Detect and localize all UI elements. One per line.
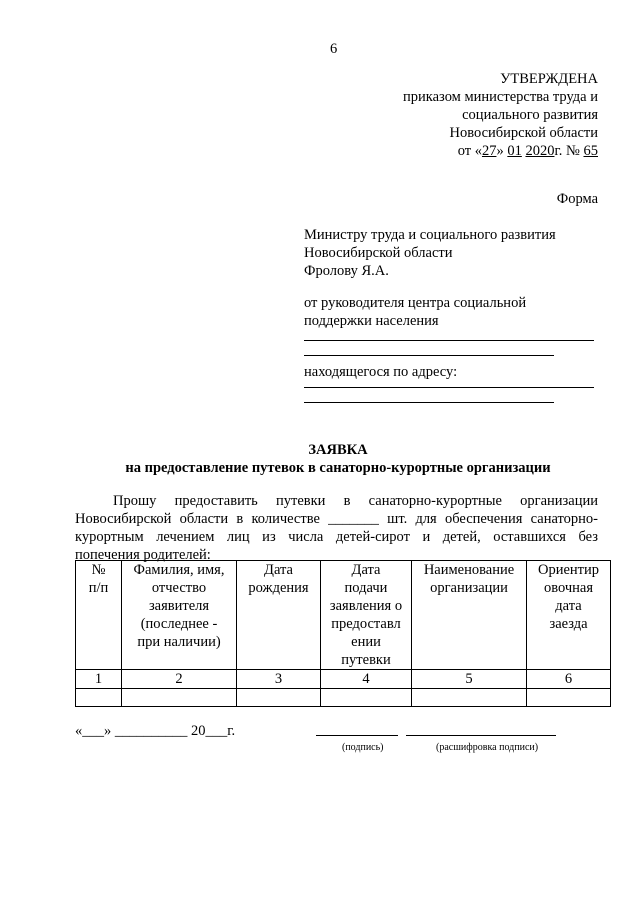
approval-line-1: приказом министерства труда и xyxy=(403,89,598,105)
from-line-2: поддержки населения xyxy=(304,313,439,329)
number-cell-5: 5 xyxy=(412,670,527,689)
address-label: находящегося по адресу: xyxy=(304,364,458,380)
approval-number: 65 xyxy=(583,143,598,159)
form-label: Форма xyxy=(556,191,598,207)
decoding-line[interactable] xyxy=(406,735,556,736)
empty-cell[interactable] xyxy=(321,689,412,707)
body-line-4: попечения родителей: xyxy=(75,547,211,563)
request-table xyxy=(75,560,611,707)
addressee-line-1: Министру труда и социального развития xyxy=(304,227,556,243)
body-line-2: Новосибирской области в количестве _______ шт. для обеспечения санаторно- xyxy=(75,511,598,527)
doc-title: ЗАЯВКА xyxy=(308,442,368,458)
from-block xyxy=(304,294,604,330)
number-cell-1: 1 xyxy=(76,670,122,689)
approval-line-2: социального развития xyxy=(462,107,598,123)
approval-year: 2020 xyxy=(525,143,555,159)
body-paragraph xyxy=(75,492,598,564)
empty-cell[interactable] xyxy=(527,689,611,707)
doc-subtitle: на предоставление путевок в санаторно-курортные организации xyxy=(125,460,551,476)
header-cell-number: № п/п xyxy=(76,561,122,670)
header-cell-birthdate: Дата рождения xyxy=(237,561,321,670)
addressee-line-3: Фролову Я.А. xyxy=(304,263,389,279)
number-cell-2: 2 xyxy=(122,670,237,689)
header-cell-organization: Наименование организации xyxy=(412,561,527,670)
blank-line-1[interactable] xyxy=(304,340,594,341)
page-number: 6 xyxy=(330,41,338,57)
addressee-line-2: Новосибирской области xyxy=(304,245,453,261)
approval-day: 27 xyxy=(481,143,497,159)
empty-cell[interactable] xyxy=(412,689,527,707)
approval-title: УТВЕРЖДЕНА xyxy=(500,71,598,87)
header-cell-submission-date: Дата подачи заявления о предоставл ении путевки xyxy=(321,561,412,670)
decoding-label: (расшифровка подписи) xyxy=(436,742,539,753)
number-cell-4: 4 xyxy=(321,670,412,689)
blank-line-2[interactable] xyxy=(304,355,554,356)
empty-cell[interactable] xyxy=(122,689,237,707)
number-cell-3: 3 xyxy=(237,670,321,689)
header-cell-arrival-date: Ориентир овочная дата заезда xyxy=(527,561,611,670)
addressee-block xyxy=(304,226,604,280)
number-cell-6: 6 xyxy=(527,670,611,689)
signature-label: (подпись) xyxy=(342,742,384,753)
header-cell-name: Фамилия, имя, отчество заявителя (последнее - при наличии) xyxy=(122,561,237,670)
approval-order-line: от «27» 01 2020г. № 65 xyxy=(457,143,598,159)
address-line-2[interactable] xyxy=(304,402,554,403)
body-line-3: курортным лечением лиц из числа детей-сирот и детей, оставшихся без xyxy=(75,529,598,545)
table-empty-row xyxy=(76,689,611,707)
empty-cell[interactable] xyxy=(237,689,321,707)
table-header-row xyxy=(76,561,611,670)
empty-cell[interactable] xyxy=(76,689,122,707)
body-line-1: Прошу предоставить путевки в санаторно-курортные организации xyxy=(113,493,598,509)
date-line[interactable]: «___» __________ 20___г. xyxy=(75,723,236,739)
approval-line-3: Новосибирской области xyxy=(449,125,598,141)
approval-block xyxy=(298,70,598,160)
address-line-1[interactable] xyxy=(304,387,594,388)
from-line-1: от руководителя центра социальной xyxy=(304,295,527,311)
table-number-row xyxy=(76,670,611,689)
approval-month: 01 xyxy=(507,143,522,159)
signature-line[interactable] xyxy=(316,735,398,736)
